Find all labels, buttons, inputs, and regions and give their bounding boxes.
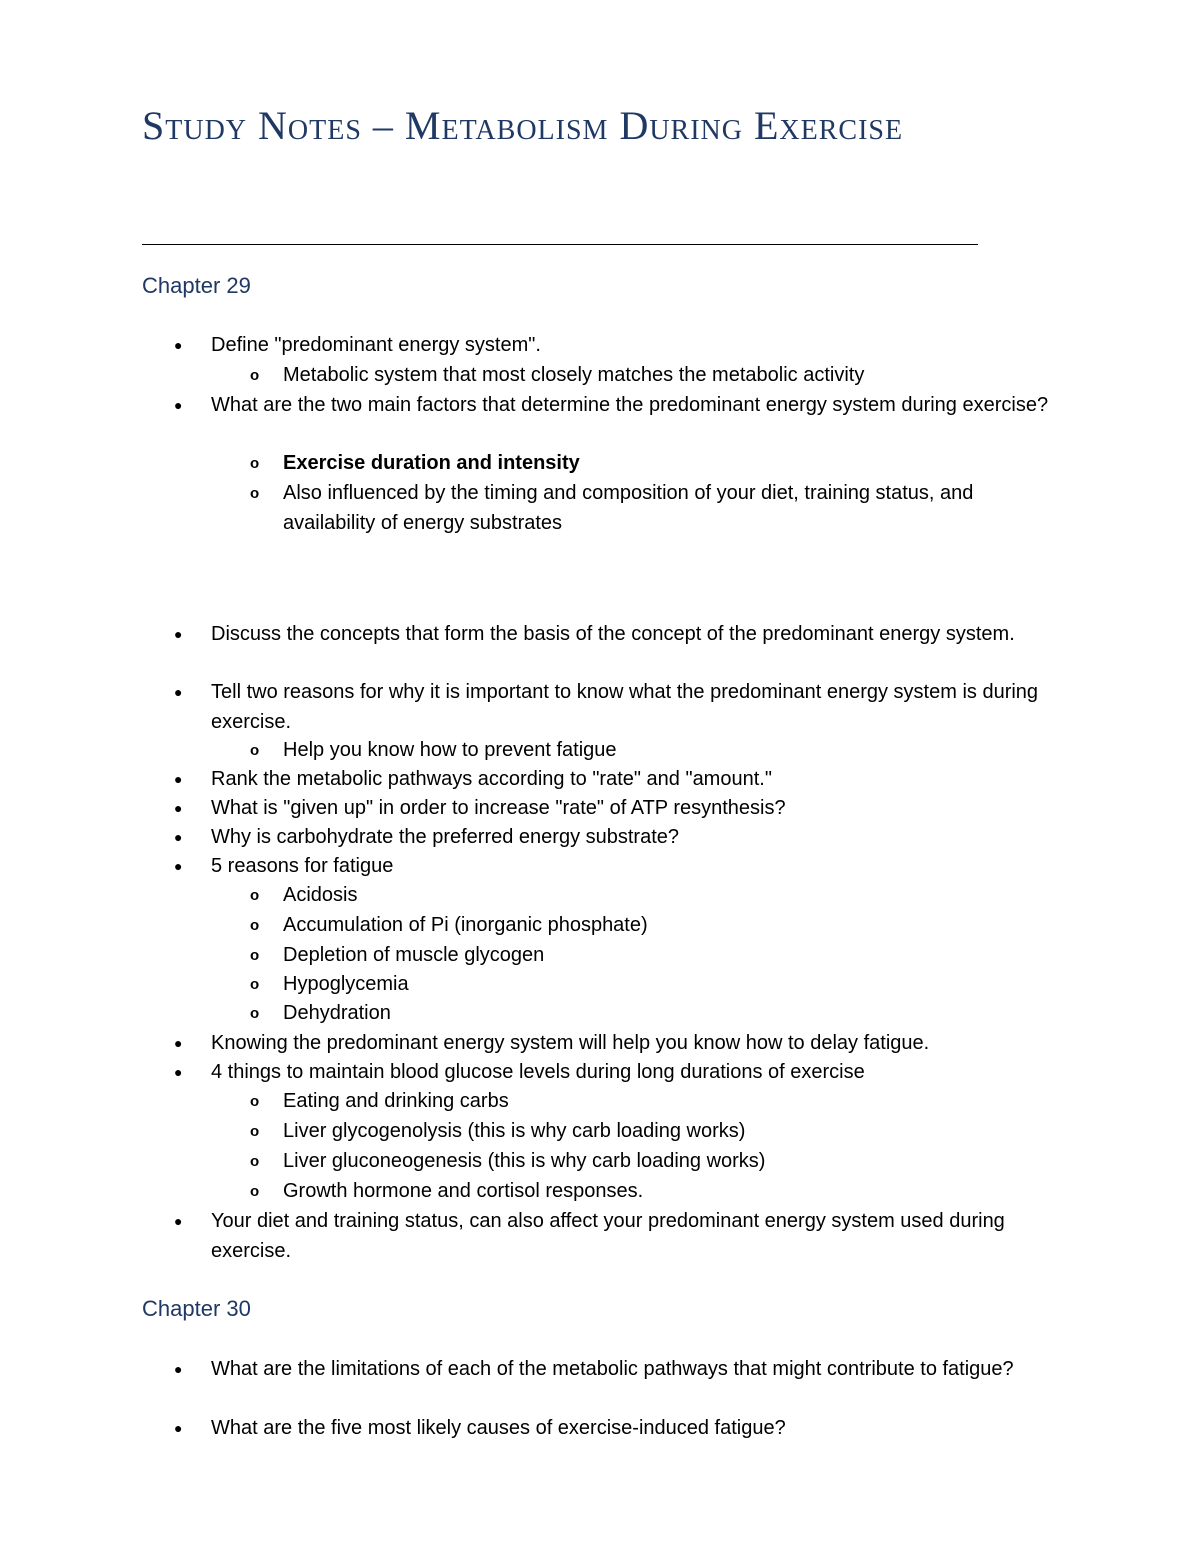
list-item: What are the limitations of each of the metabolic pathways that might contribute to fatigue? — [211, 1358, 1014, 1380]
sub-bullet-icon — [250, 911, 259, 941]
sub-list-item: Help you know how to prevent fatigue — [283, 739, 617, 761]
list-item: Knowing the predominant energy system will help you know how to delay fatigue. — [211, 1032, 930, 1054]
sub-list-item: Dehydration — [283, 1002, 391, 1024]
sub-bullet-icon — [250, 881, 259, 911]
sub-bullet-icon — [250, 1117, 259, 1147]
bullet-icon — [174, 794, 182, 824]
sub-list-item: Growth hormone and cortisol responses. — [283, 1180, 644, 1202]
chapter-heading: Chapter 29 — [142, 273, 251, 298]
sub-list-item: Depletion of muscle glycogen — [283, 944, 545, 966]
sub-bullet-icon — [250, 449, 259, 479]
sub-list-item: Hypoglycemia — [283, 973, 409, 995]
sub-bullet-icon — [250, 999, 259, 1029]
bullet-icon — [174, 391, 182, 421]
sub-bullet-icon — [250, 1177, 259, 1207]
sub-list-item: Accumulation of Pi (inorganic phosphate) — [283, 914, 648, 936]
chapter-heading: Chapter 30 — [142, 1296, 251, 1321]
bullet-icon — [174, 331, 182, 361]
bullet-icon — [174, 765, 182, 795]
list-item: 5 reasons for fatigue — [211, 855, 394, 877]
title-divider — [142, 244, 978, 245]
list-item: 4 things to maintain blood glucose levels during long durations of exercise — [211, 1061, 865, 1083]
bullet-icon — [174, 620, 182, 650]
sub-list-item: Acidosis — [283, 884, 358, 906]
sub-bullet-icon — [250, 479, 259, 509]
bullet-icon — [174, 1414, 182, 1444]
document-title: Study Notes – Metabolism During Exercise — [142, 103, 904, 148]
bullet-icon — [174, 1355, 182, 1385]
sub-list-item: Metabolic system that most closely matches the metabolic activity — [283, 364, 865, 386]
sub-bullet-icon — [250, 1147, 259, 1177]
sub-bullet-icon — [250, 736, 259, 766]
list-item: Tell two reasons for why it is important to know what the predominant energy system is during exercise. — [211, 681, 1039, 733]
list-item: Define "predominant energy system". — [211, 334, 541, 356]
list-item: What are the two main factors that determine the predominant energy system during exercise? — [211, 394, 1049, 416]
list-item: What is "given up" in order to increase "rate" of ATP resynthesis? — [211, 797, 786, 819]
bullet-icon — [174, 678, 182, 708]
list-item: Rank the metabolic pathways according to "rate" and "amount." — [211, 768, 772, 790]
sub-bullet-icon — [250, 1087, 259, 1117]
bullet-icon — [174, 1207, 182, 1237]
list-item: What are the five most likely causes of exercise-induced fatigue? — [211, 1417, 786, 1439]
list-item: Your diet and training status, can also affect your predominant energy system used during exercise. — [211, 1210, 1005, 1262]
bullet-icon — [174, 1029, 182, 1059]
sub-list-item: Exercise duration and intensity — [283, 452, 580, 474]
sub-bullet-icon — [250, 941, 259, 971]
list-item: Why is carbohydrate the preferred energy substrate? — [211, 826, 680, 848]
sub-list-item: Liver gluconeogenesis (this is why carb loading works) — [283, 1150, 766, 1172]
sub-list-item: Eating and drinking carbs — [283, 1090, 509, 1112]
sub-list-item: Also influenced by the timing and composition of your diet, training status, and availability of energy substrates — [283, 482, 974, 534]
sub-bullet-icon — [250, 361, 259, 391]
bullet-icon — [174, 823, 182, 853]
bullet-icon — [174, 852, 182, 882]
bullet-icon — [174, 1058, 182, 1088]
sub-bullet-icon — [250, 970, 259, 1000]
sub-list-item: Liver glycogenolysis (this is why carb loading works) — [283, 1120, 746, 1142]
list-item: Discuss the concepts that form the basis of the concept of the predominant energy system. — [211, 623, 1015, 645]
